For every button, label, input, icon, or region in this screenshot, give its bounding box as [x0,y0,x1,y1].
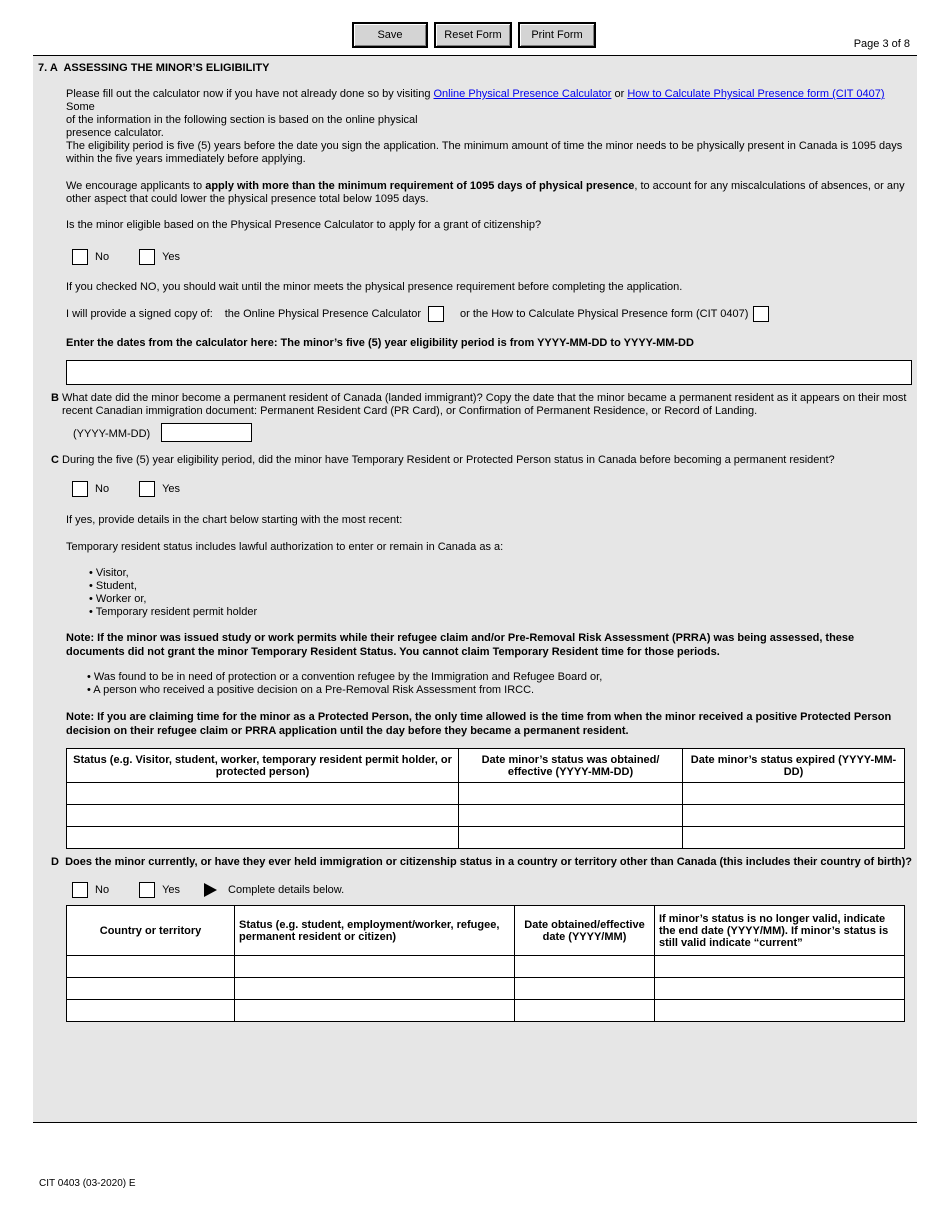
section-b-question: B What date did the minor become a permanent resident of Canada (landed immigrant)? Copy the date that the minor became a permanent resident as it appears on their most recent Canadian immigration document: Permanent Resident Card (PR Card), or Confirmation of Permanent Residence, or Record of Landing. [51,392,907,417]
arrow-right-icon [204,883,217,897]
temp-status-yes-checkbox[interactable] [139,481,155,497]
list-item: • Worker or, [89,593,147,605]
table-row [67,783,905,805]
status-cell[interactable] [235,978,515,1000]
temp-status-choice: No Yes [72,481,180,497]
list-item: • Student, [89,580,137,592]
expired-date-cell[interactable] [683,827,905,849]
online-calculator-link[interactable]: Online Physical Presence Calculator [433,88,612,100]
expired-date-cell[interactable] [683,783,905,805]
temp-status-no-checkbox[interactable] [72,481,88,497]
table-header: Date obtained/effective date (YYYY/MM) [515,906,655,956]
table-header: If minor’s status is no longer valid, indicate the end date (YYYY/MM). If minor’s status is still valid indicate “current” [655,906,905,956]
obtained-date-cell[interactable] [459,805,683,827]
obtained-date-cell[interactable] [459,827,683,849]
status-cell[interactable] [235,956,515,978]
table-header: Date minor’s status expired (YYYY-MM-DD) [683,749,905,783]
page-number: Page 3 of 8 [853,38,910,50]
section-number: 7. A [38,62,58,74]
online-calculator-checkbox[interactable] [428,306,444,322]
status-cell[interactable] [67,783,459,805]
country-cell[interactable] [67,1000,235,1022]
cit0407-checkbox[interactable] [753,306,769,322]
status-cell[interactable] [67,805,459,827]
obtained-date-cell[interactable] [515,978,655,1000]
note-protected-person: Note: If you are claiming time for the minor as a Protected Person, the only time allowed is the time from when the minor received a positive Protected Person decision on their refugee claim or PRRA application until the day before they became a permanent resident. [66,711,892,737]
eligible-no-checkbox[interactable] [72,249,88,265]
obtained-date-cell[interactable] [515,956,655,978]
status-cell[interactable] [235,1000,515,1022]
bottom-divider [33,1122,917,1123]
expired-date-cell[interactable] [683,805,905,827]
status-cell[interactable] [67,827,459,849]
if-yes-text: If yes, provide details in the chart below starting with the most recent: [66,514,403,526]
table-header: Date minor’s status was obtained/ effective (YYYY-MM-DD) [459,749,683,783]
list-item: • A person who received a positive decision on a Pre-Removal Risk Assessment from IRCC. [87,684,535,696]
other-status-table [66,905,905,1022]
table-row [67,978,905,1000]
form-code: CIT 0403 (03-2020) E [39,1178,136,1189]
table-row [67,956,905,978]
cit0407-link[interactable]: How to Calculate Physical Presence form (CIT 0407) [627,88,885,100]
section-7a-heading [38,62,269,74]
obtained-date-cell[interactable] [459,783,683,805]
temp-status-table [66,748,905,849]
other-status-yes-checkbox[interactable] [139,882,155,898]
table-row [67,1000,905,1022]
obtained-date-cell[interactable] [515,1000,655,1022]
save-button[interactable]: Save [352,22,428,48]
end-date-cell[interactable] [655,978,905,1000]
eligibility-dates-input[interactable] [66,360,912,385]
calculator-paragraph: Please fill out the calculator now if you have not already done so by visiting Online Physical Presence Calculator or How to Calculate Physical Presence form (CIT 0407) Some of the information in the following section is based on the online physical presence calculator. [66,88,885,139]
provide-copy-row: I will provide a signed copy of: the Online Physical Presence Calculator or the How to Calculate Physical Presence form (CIT 0407) [66,306,769,322]
country-cell[interactable] [67,956,235,978]
list-item: • Visitor, [89,567,129,579]
end-date-cell[interactable] [655,1000,905,1022]
table-row [67,827,905,849]
other-status-no-checkbox[interactable] [72,882,88,898]
table-header: Status (e.g. student, employment/worker, refugee, permanent resident or citizen) [235,906,515,956]
pr-date-input[interactable] [161,423,252,442]
table-header: Status (e.g. Visitor, student, worker, temporary resident permit holder, or protected person) [67,749,459,783]
enter-dates-instruction: Enter the dates from the calculator here: The minor’s five (5) year eligibility period is from YYYY-MM-DD to YYYY-MM-DD [66,337,694,349]
list-item: • Temporary resident permit holder [89,606,258,618]
print-form-button[interactable]: Print Form [518,22,596,48]
eligibility-question: Is the minor eligible based on the Physical Presence Calculator to apply for a grant of citizenship? [66,219,542,231]
protected-person-list [87,671,602,697]
eligibility-period-text: The eligibility period is five (5) years before the date you sign the application. The minimum amount of time the minor needs to be physically present in Canada is 1095 days within the five years immediately before applying. [66,140,903,165]
temp-resident-list [89,567,257,619]
section-title: ASSESSING THE MINOR’S ELIGIBILITY [63,62,270,74]
table-header: Country or territory [67,906,235,956]
checked-no-text: If you checked NO, you should wait until the minor meets the physical presence requirement before completing the application. [66,281,683,293]
end-date-cell[interactable] [655,956,905,978]
country-cell[interactable] [67,978,235,1000]
reset-form-button[interactable]: Reset Form [434,22,512,48]
eligible-yes-checkbox[interactable] [139,249,155,265]
section-d-question: D Does the minor currently, or have they ever held immigration or citizenship status in a country or territory other than Canada (this includes their country of birth)? [51,856,913,868]
section-c-question: C During the five (5) year eligibility period, did the minor have Temporary Resident or Protected Person status in Canada before becoming a permanent resident? [51,454,835,466]
temp-resident-intro: Temporary resident status includes lawful authorization to enter or remain in Canada as a: [66,541,504,553]
note-study-permits: Note: If the minor was issued study or work permits while their refugee claim and/or Pre-Removal Risk Assessment (PRRA) was being assessed, these documents did not grant the minor Temporary Resident Status. You cannot claim Temporary Resident time for those periods. [66,632,855,658]
encourage-text: We encourage applicants to apply with more than the minimum requirement of 1095 days of physical presence, to account for any miscalculations of absences, or any other aspect that could lower the physical presence total below 1095 days. [66,180,905,205]
form-area [33,56,917,1122]
form-toolbar [352,22,596,48]
other-status-choice: No Yes Complete details below. [72,882,344,898]
list-item: • Was found to be in need of protection or a convention refugee by the Immigration and Refugee Board or, [87,671,603,683]
pr-date-label: (YYYY-MM-DD) [73,428,151,440]
eligibility-choice: No Yes [72,249,180,265]
table-row [67,805,905,827]
